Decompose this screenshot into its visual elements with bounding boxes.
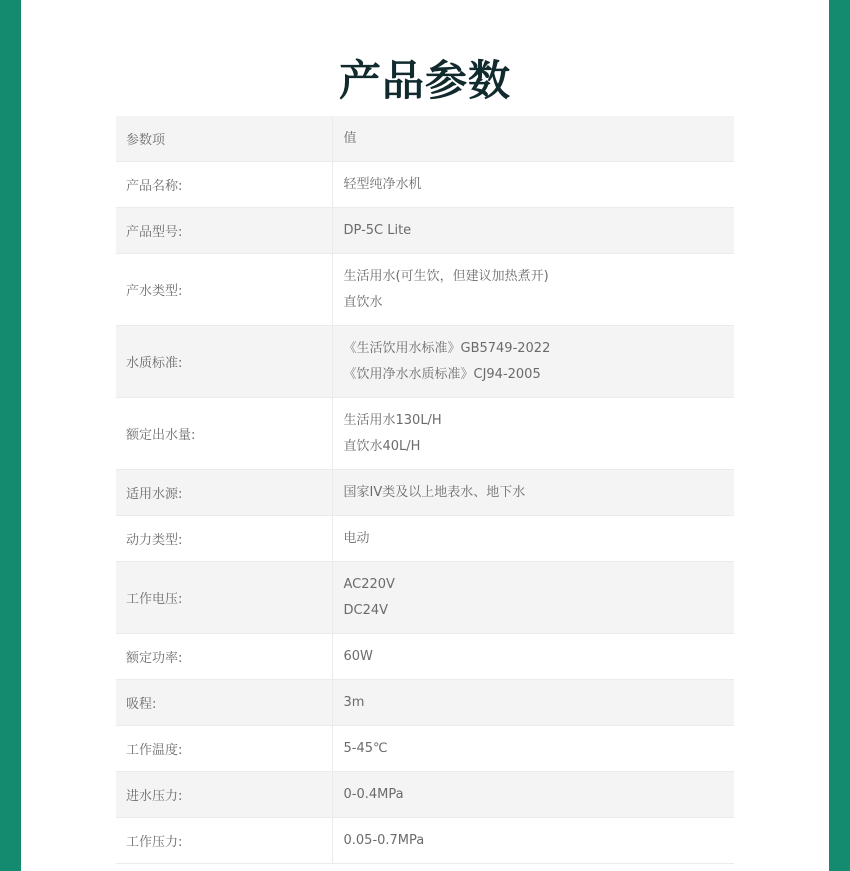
table-row xyxy=(116,162,734,208)
param-name-cell: 进水压力: xyxy=(116,772,332,818)
param-value-line: AC220V xyxy=(343,576,395,592)
table-row xyxy=(116,326,734,398)
param-value-line: 0.05-0.7MPa xyxy=(343,832,425,848)
param-value-line: 0-0.4MPa xyxy=(343,786,404,802)
param-value-line: 电动 xyxy=(343,530,370,546)
param-name-cell: 工作电压: xyxy=(116,562,332,634)
param-name-cell: 产品型号: xyxy=(116,208,332,254)
param-value-line: 轻型纯净水机 xyxy=(343,176,422,192)
param-value-line: DC24V xyxy=(343,602,389,618)
param-name-cell: 产品名称: xyxy=(116,162,332,208)
table-row xyxy=(116,562,734,634)
page-title: 产品参数 xyxy=(338,56,511,105)
param-value-line: 生活用水(可生饮，但建议加热煮开) xyxy=(343,268,549,284)
param-value-cell xyxy=(332,470,734,516)
table-row xyxy=(116,680,734,726)
table-row xyxy=(116,516,734,562)
param-value-line: 《饮用净水水质标准》CJ94-2005 xyxy=(343,366,541,382)
table-row xyxy=(116,398,734,470)
param-name-cell: 工作温度: xyxy=(116,726,332,772)
table-row xyxy=(116,470,734,516)
param-name-cell: 工作压力: xyxy=(116,818,332,864)
left-border xyxy=(0,0,21,871)
parameters-table xyxy=(116,116,734,864)
param-value-cell xyxy=(332,254,734,326)
table-row xyxy=(116,634,734,680)
param-name-cell: 额定出水量: xyxy=(116,398,332,470)
param-value-cell xyxy=(332,208,734,254)
param-value-line: 直饮水40L/H xyxy=(343,438,421,454)
param-value-cell xyxy=(332,162,734,208)
param-value-cell xyxy=(332,562,734,634)
param-value-cell xyxy=(332,326,734,398)
table-row xyxy=(116,772,734,818)
param-value-line: 《生活饮用水标准》GB5749-2022 xyxy=(343,340,551,356)
param-name-cell: 适用水源: xyxy=(116,470,332,516)
header-cell-value xyxy=(332,116,734,162)
param-value-cell xyxy=(332,726,734,772)
table-row xyxy=(116,818,734,864)
parameters-table-body xyxy=(116,116,734,864)
param-value-line: 生活用水130L/H xyxy=(343,412,442,428)
param-name-cell: 产水类型: xyxy=(116,254,332,326)
param-value-cell xyxy=(332,398,734,470)
param-value-cell xyxy=(332,772,734,818)
param-value-line: 5-45℃ xyxy=(343,740,388,756)
table-row xyxy=(116,254,734,326)
param-value-cell xyxy=(332,680,734,726)
param-name-cell: 水质标准: xyxy=(116,326,332,398)
param-value-cell xyxy=(332,516,734,562)
param-value-line: 3m xyxy=(343,694,365,710)
header-cell-key: 参数项 xyxy=(116,116,332,162)
param-value-cell xyxy=(332,818,734,864)
param-value-line: 直饮水 xyxy=(343,294,383,310)
param-value-line: 60W xyxy=(343,648,373,664)
param-name-cell: 额定功率: xyxy=(116,634,332,680)
param-name-cell: 吸程: xyxy=(116,680,332,726)
param-value-cell xyxy=(332,634,734,680)
table-header-row xyxy=(116,116,734,162)
right-border xyxy=(829,0,850,871)
param-value-line: 国家IV类及以上地表水、地下水 xyxy=(343,484,526,500)
param-value-line: DP-5C Lite xyxy=(343,222,412,238)
param-name-cell: 动力类型: xyxy=(116,516,332,562)
table-row xyxy=(116,726,734,772)
table-row xyxy=(116,208,734,254)
param-value-line: 值 xyxy=(343,130,357,146)
